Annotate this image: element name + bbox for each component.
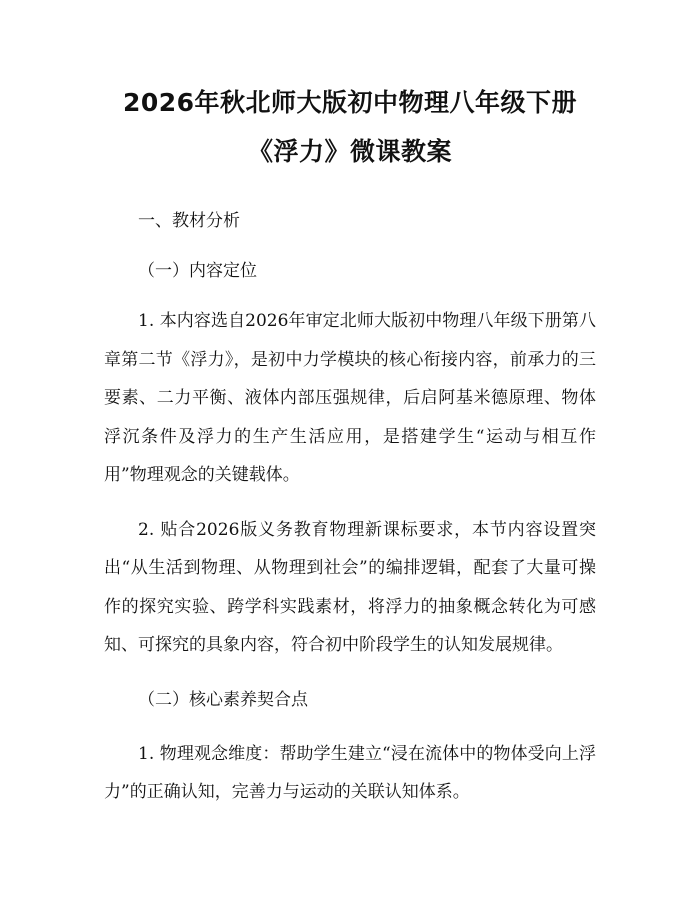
paragraph-content-positioning-1: 1. 本内容选自2026年审定北师大版初中物理八年级下册第八章第二节《浮力》，是初中力学模块的核心衔接内容，前承力的三要素、二力平衡、液体内部压强规律，后启阿基米德原理、物体浮沉条件及浮力的生产生活应用，是搭建学生“运动与相互作用”物理观念的关键载体。: [104, 311, 596, 485]
paragraph-content-positioning-2: 2. 贴合2026版义务教育物理新课标要求，本节内容设置突出“从生活到物理、从物理到社会”的编排逻辑，配套了大量可操作的探究实验、跨学科实践素材，将浮力的抽象概念转化为可感知、可探究的具象内容，符合初中阶段学生的认知发展规律。: [104, 519, 596, 655]
section-heading-textbook-analysis: 一、教材分析: [138, 211, 240, 231]
document-title: 2026年秋北师大版初中物理八年级下册《浮力》微课教案: [122, 88, 578, 166]
subsection-heading-content-positioning: （一）内容定位: [138, 261, 257, 281]
paragraph-core-literacy-1: 1. 物理观念维度：帮助学生建立“浸在流体中的物体受向上浮力”的正确认知，完善力与运动的关联认知体系。: [104, 743, 596, 802]
subsection-heading-core-literacy: （二）核心素养契合点: [138, 689, 308, 710]
